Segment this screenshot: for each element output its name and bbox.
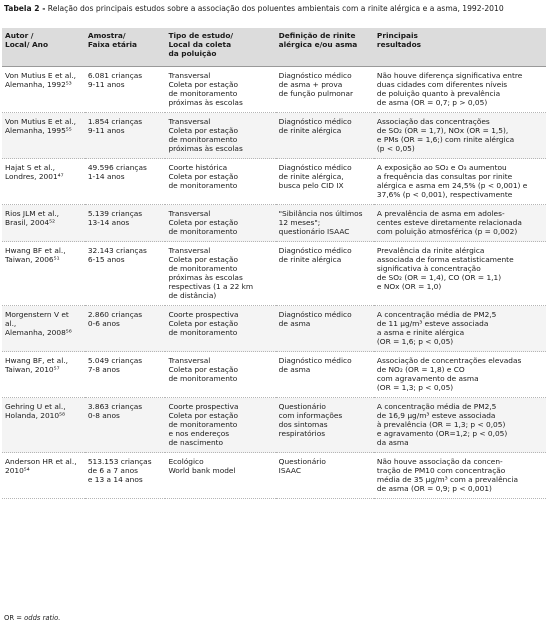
table-row	[2, 453, 546, 499]
footnote-prefix: OR =	[4, 614, 25, 622]
cell-study-type: Coorte histórica Coleta por estação de monitoramento	[168, 163, 239, 190]
cell-study-type: Coorte prospectiva Coleta por estação de monitoramento	[168, 310, 239, 337]
cell-definition: Diagnóstico médico de asma	[278, 356, 352, 374]
cell-sample: 49.596 crianças 1-14 anos	[87, 163, 147, 181]
header-author: Autor / Local/ Ano	[5, 31, 49, 49]
cell-sample: 32.143 crianças 6-15 anos	[87, 246, 147, 264]
table-row	[2, 67, 546, 113]
cell-study-type: Transversal Coleta por estação de monitoramento próximas às escolas	[168, 117, 243, 153]
cell-definition: Diagnóstico médico de rinite alérgica	[278, 246, 352, 264]
cell-definition: Diagnóstico médico de asma	[278, 310, 352, 328]
footnote-text: odds ratio.	[24, 614, 61, 622]
header-results: Principais resultados	[376, 31, 422, 49]
cell-results: A concentração média de PM2,5 de 11 μg/m³ esteve associada a asma e rinite alérgica (OR = 1,6; p < 0,05)	[376, 310, 497, 346]
cell-author: Morgenstern V et al., Alemanha, 2008⁵⁶	[5, 310, 72, 337]
cell-author: Anderson HR et al., 2010⁵⁴	[5, 457, 77, 475]
cell-results: Não houve associação da concen- tração de PM10 com concentração média de 35 μg/m³ com a prevalência de asma (OR = 0,9; p < 0,001)	[376, 457, 518, 493]
table-caption	[4, 4, 544, 13]
cell-study-type: Coorte prospectiva Coleta por estação de monitoramento e nos endereços de nascimento	[168, 402, 239, 447]
cell-author: Hajat S et al., Londres, 2001⁴⁷	[5, 163, 64, 181]
cell-results: A concentração média de PM2,5 de 16,9 μg/m³ esteve associada à prevalência (OR = 1,3; p < 0,05) e agravamento (OR=1,2; p < 0,05) da asma	[376, 402, 508, 447]
table-row	[2, 306, 546, 352]
header-row	[2, 28, 546, 67]
cell-results: A prevalência de asma em adoles- centes esteve diretamente relacionada com poluição atmosférica (p = 0,002)	[376, 209, 522, 236]
header-definition: Definição de rinite alérgica e/ou asma	[278, 31, 358, 49]
table-footnote	[4, 614, 60, 622]
cell-results: A exposição ao SO₂ e O₃ aumentou a frequência das consultas por rinite alérgica e asma em 24,5% (p < 0,001) e 37,6% (p < 0,001), respectivamente	[376, 163, 528, 199]
cell-sample: 5.139 crianças 13-14 anos	[87, 209, 143, 227]
table-row	[2, 242, 546, 306]
table-row	[2, 398, 546, 453]
header-study-type: Tipo de estudo/ Local da coleta da poluição	[168, 31, 234, 58]
cell-study-type: Transversal Coleta por estação de monitoramento próximas às escolas respectivas (1 a 22 km de distância)	[168, 246, 254, 300]
header-sample: Amostra/ Faixa etária	[87, 31, 138, 49]
cell-study-type: Transversal Coleta por estação de monitoramento próximas às escolas	[168, 71, 243, 107]
cell-results: Associação de concentrações elevadas de NO₂ (OR = 1,8) e CO com agravamento de asma (OR = 1,3; p < 0,05)	[376, 356, 522, 392]
table-row	[2, 113, 546, 159]
cell-definition: Questionário ISAAC	[278, 457, 326, 475]
cell-sample: 1.854 crianças 9-11 anos	[87, 117, 143, 135]
cell-results: Associação das concentrações de SO₂ (OR = 1,7), NOx (OR = 1,5), e PMs (OR = 1,6;) com rinite alérgica (p < 0,05)	[376, 117, 515, 153]
table-row	[2, 205, 546, 242]
cell-definition: "Sibilância nos últimos 12 meses"; questionário ISAAC	[278, 209, 363, 236]
cell-definition: Diagnóstico médico de rinite alérgica	[278, 117, 352, 135]
cell-author: Gehring U et al., Holanda, 2010⁵⁸	[5, 402, 66, 420]
cell-sample: 2.860 crianças 0-6 anos	[87, 310, 143, 328]
studies-table	[2, 28, 546, 499]
table-row	[2, 352, 546, 398]
cell-author: Hwang BF et al., Taiwan, 2006⁵¹	[5, 246, 66, 264]
cell-author: Von Mutius E et al., Alemanha, 1995⁵⁵	[5, 117, 77, 135]
cell-author: Hwang BF, et al., Taiwan, 2010⁵⁷	[5, 356, 68, 374]
cell-author: Rios JLM et al., Brasil, 2004⁵²	[5, 209, 60, 227]
table-row	[2, 159, 546, 205]
cell-results: Não houve diferença significativa entre duas cidades com diferentes níveis de poluição quanto à prevalência de asma (OR = 0,7; p > 0,05)	[376, 71, 523, 107]
caption-text: Relação dos principais estudos sobre a associação dos poluentes ambientais com a rinite alérgica e a asma, 1992-2010	[45, 4, 504, 13]
cell-sample: 6.081 crianças 9-11 anos	[87, 71, 143, 89]
cell-sample: 3.863 crianças 0-8 anos	[87, 402, 143, 420]
cell-definition: Diagnóstico médico de asma + prova de função pulmonar	[278, 71, 354, 98]
cell-sample: 513.153 crianças de 6 a 7 anos e 13 a 14 anos	[87, 457, 152, 484]
cell-study-type: Transversal Coleta por estação de monitoramento	[168, 209, 239, 236]
cell-author: Von Mutius E et al., Alemanha, 1992⁵³	[5, 71, 77, 89]
caption-label: Tabela 2 -	[4, 4, 46, 13]
cell-results: Prevalência da rinite alérgica associada de forma estatisticamente significativa à concentração de SO₂ (OR = 1,4), CO (OR = 1,1) e NOx (OR = 1,0)	[376, 246, 514, 291]
cell-definition: Diagnóstico médico de rinite alérgica, busca pelo CID IX	[278, 163, 352, 190]
cell-sample: 5.049 crianças 7-8 anos	[87, 356, 143, 374]
cell-definition: Questionário com informações dos sintomas respiratórios	[278, 402, 343, 438]
cell-study-type: Transversal Coleta por estação de monitoramento	[168, 356, 239, 383]
cell-study-type: Ecológico World bank model	[168, 457, 236, 475]
